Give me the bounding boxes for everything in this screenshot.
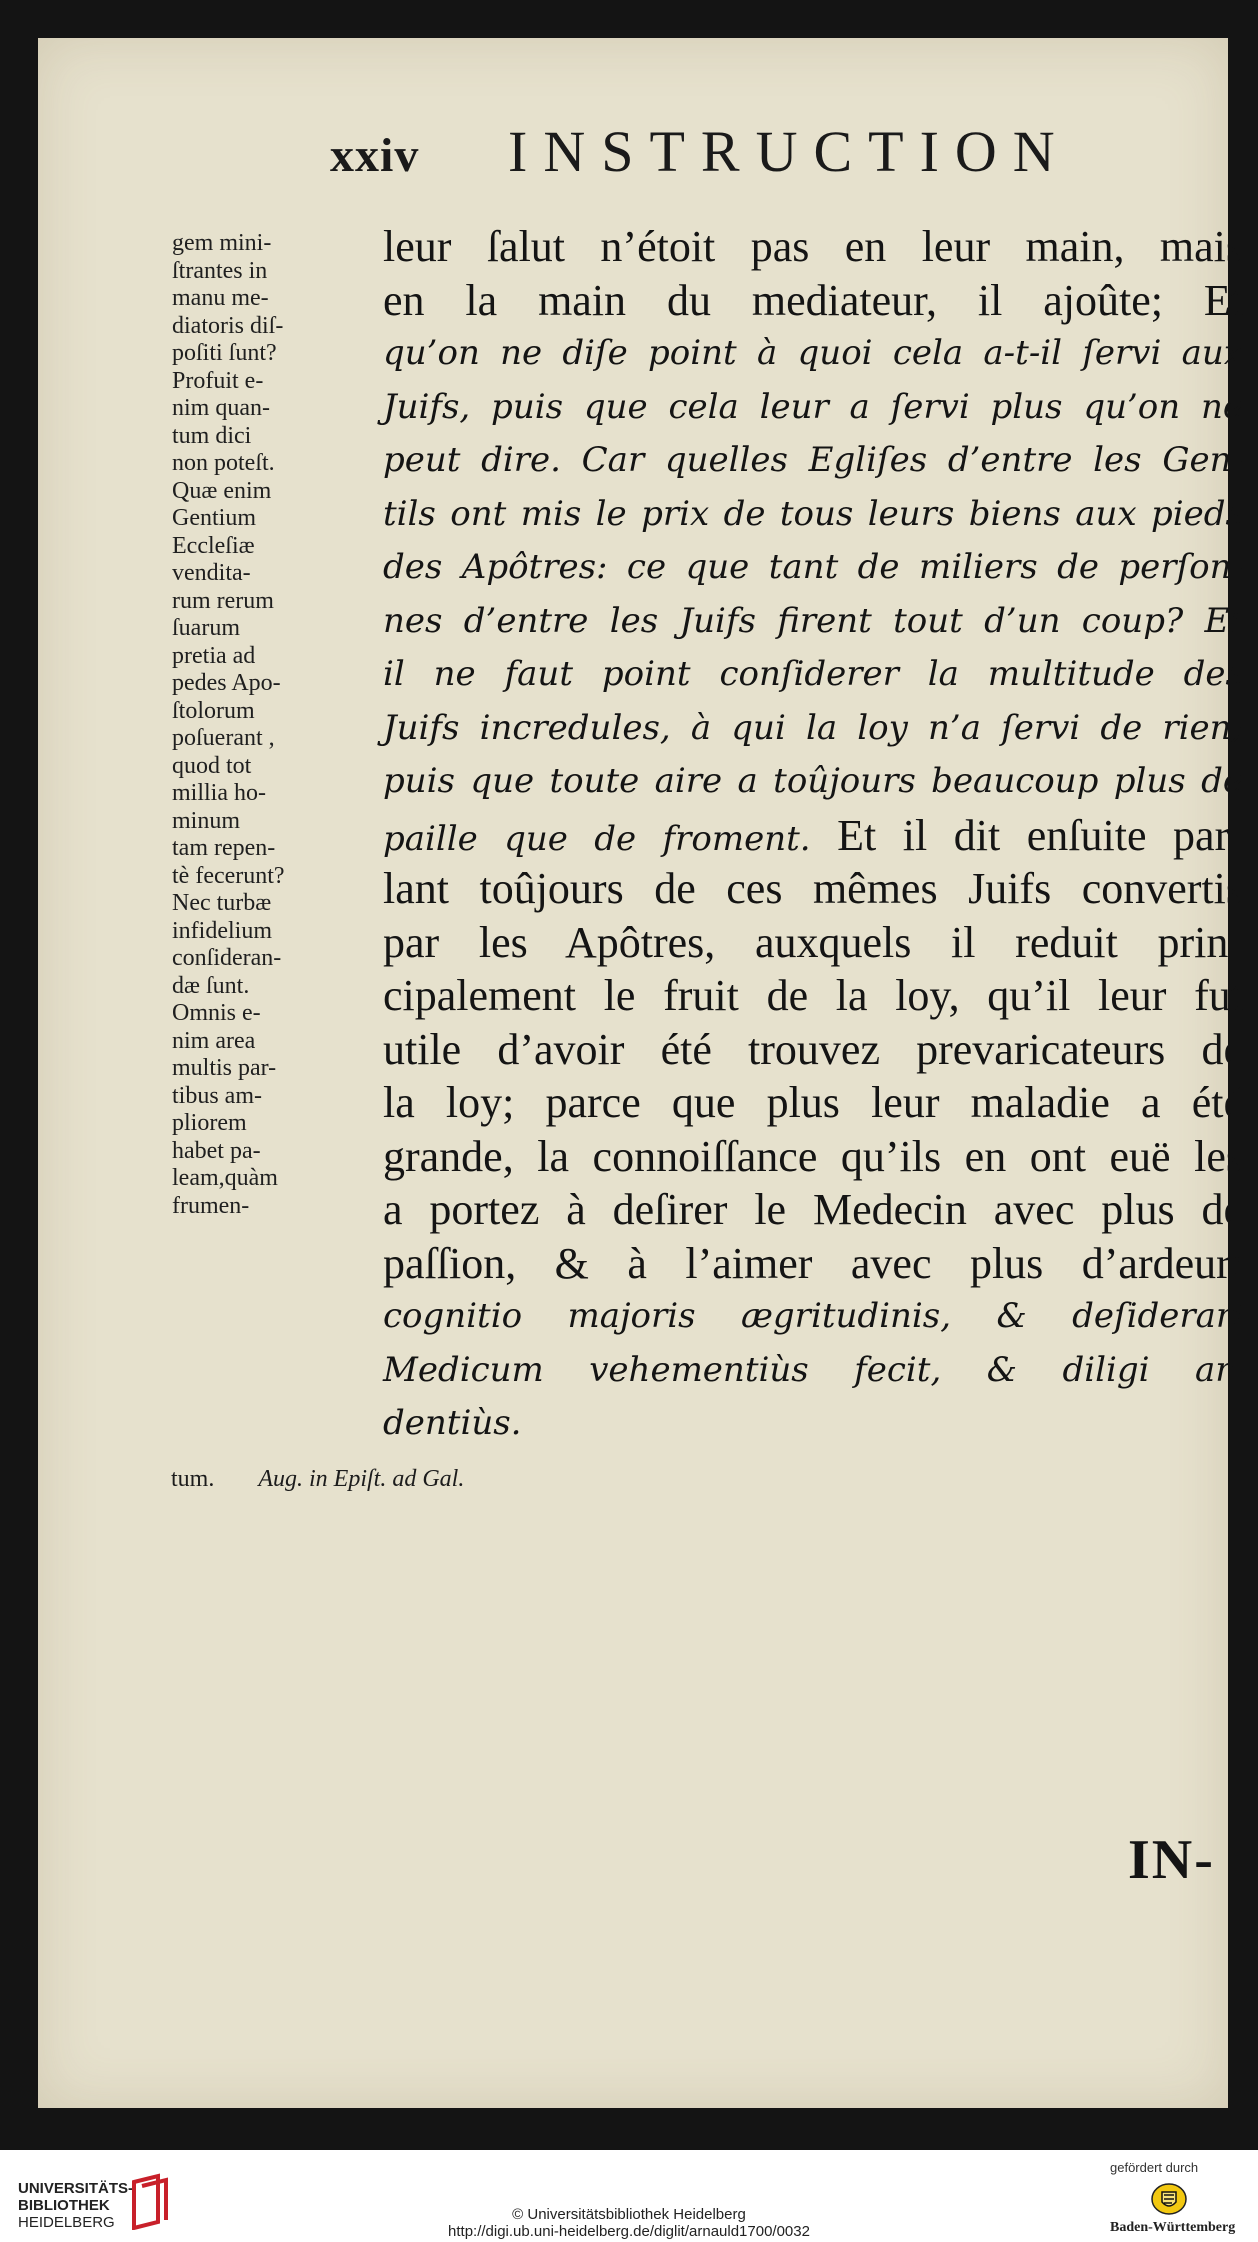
margin-note-line: tum dici xyxy=(172,422,252,449)
text-line: lant toûjours de ces mêmes Juifs convertis xyxy=(383,864,1243,913)
margin-note-line: ſtrantes in xyxy=(172,257,268,284)
institution-line: UNIVERSITÄTS- xyxy=(18,2180,134,2197)
margin-note-line: Nec turbæ xyxy=(172,890,272,916)
marginal-note xyxy=(172,230,377,1220)
margin-note-line: tibus am- xyxy=(172,1082,262,1109)
institution-line: HEIDELBERG xyxy=(18,2214,115,2231)
margin-note-line: non poteſt. xyxy=(172,450,275,476)
margin-note-line: diatoris diſ- xyxy=(172,312,284,339)
text-line: dentiùs. xyxy=(383,1403,522,1443)
running-title: INSTRUCTION xyxy=(508,119,1071,184)
text-line: grande, la connoiſſance qu’ils en ont euë les xyxy=(383,1131,1243,1181)
margin-note-line: pliorem xyxy=(172,1110,247,1136)
margin-note-line: quod tot xyxy=(172,752,252,779)
margin-note-line: manu me- xyxy=(172,285,269,311)
margin-note-line: tam repen- xyxy=(172,835,276,861)
text-line-italic-part: paille que de froment. xyxy=(383,818,811,859)
text-line: des Apôtres: ce que tant de miliers de perſon- xyxy=(383,547,1243,587)
margin-note-line: millia ho- xyxy=(172,780,266,806)
book-page xyxy=(38,38,1244,2108)
margin-note-line: frumen- xyxy=(172,1192,250,1219)
text-line: Medicum vehementiùs fecit, & diligi ar- xyxy=(383,1349,1243,1390)
margin-note-line: ſtolorum xyxy=(172,697,255,724)
text-line xyxy=(383,809,1243,863)
main-text xyxy=(383,220,1243,1451)
margin-note-line: habet pa- xyxy=(172,1137,261,1164)
margin-note-line: ſuarum xyxy=(172,615,240,641)
coat-of-arms-icon[interactable] xyxy=(1150,2180,1188,2218)
margin-note-line: infidelium xyxy=(172,917,272,944)
margin-note-line: vendita- xyxy=(172,560,251,586)
margin-note-line: Gentium xyxy=(172,505,256,531)
permalink[interactable]: http://digi.ub.uni-heidelberg.de/diglit/arnauld1700/0032 xyxy=(448,2223,810,2240)
text-line: puis que toute aire a toûjours beaucoup plus de xyxy=(383,761,1243,801)
margin-note-line: Quæ enim xyxy=(172,477,272,504)
text-line: cipalement le fruit de la loy, qu’il leur fut xyxy=(383,971,1243,1020)
text-line: par les Apôtres, auxquels il reduit prin- xyxy=(383,917,1243,967)
text-line: qu’on ne diſe point à quoi cela a-t-il ſervi aux xyxy=(383,333,1243,373)
text-line: cognitio majoris ægritudinis, & deſiderari xyxy=(383,1296,1243,1336)
text-line: il ne faut point conſiderer la multitude des xyxy=(383,654,1243,694)
text-line: nes d’entre les Juifs firent tout d’un coup? Et xyxy=(383,600,1243,641)
margin-note-line: gem mini- xyxy=(172,230,272,256)
text-line: en la main du mediateur, il ajoûte; Et xyxy=(383,275,1243,325)
text-line: Juifs incredules, à qui la loy n’a ſervi de rien; xyxy=(383,707,1243,748)
margin-note-line: multis par- xyxy=(172,1055,277,1081)
margin-note-line: pedes Apo- xyxy=(172,670,281,696)
text-line-roman-part: Et il dit enſuite par- xyxy=(837,810,1244,860)
sponsor-label: gefördert durch xyxy=(1110,2160,1199,2175)
text-line: leur ſalut n’étoit pas en leur main, mais xyxy=(383,222,1243,271)
viewer-footer xyxy=(0,2150,1258,2242)
copyright-text: © Universitätsbibliothek Heidelberg xyxy=(512,2206,746,2223)
margin-note-line: minum xyxy=(172,807,241,834)
margin-note-line: Profuit e- xyxy=(172,367,264,394)
margin-note-line: nim quan- xyxy=(172,395,270,421)
citation-reference: Aug. in Epiſt. ad Gal. xyxy=(258,1466,465,1492)
margin-note-line: leam,quàm xyxy=(172,1165,278,1191)
catchword: IN- xyxy=(1128,1829,1215,1891)
margin-note-line: pretia ad xyxy=(172,642,256,669)
folio-number: xxiv xyxy=(330,129,420,182)
margin-note-line: Omnis e- xyxy=(172,1000,261,1026)
margin-note-line: rum rerum xyxy=(172,587,274,614)
text-line: tils ont mis le prix de tous leurs biens aux pieds xyxy=(383,493,1243,534)
text-line: Juifs, puis que cela leur a ſervi plus qu’on ne xyxy=(383,386,1243,427)
margin-note-line: conſideran- xyxy=(172,945,282,971)
margin-note-line: tè fecerunt? xyxy=(172,862,285,889)
copyright-block xyxy=(0,2206,1258,2240)
margin-note-line: Eccleſiæ xyxy=(172,532,255,559)
margin-note-end: tum. xyxy=(171,1466,215,1492)
institution-line: BIBLIOTHEK xyxy=(18,2197,110,2214)
text-line: a portez à deſirer le Medecin avec plus de xyxy=(383,1185,1243,1234)
text-line: la loy; parce que plus leur maladie a été xyxy=(383,1078,1243,1127)
text-line: paſſion, & à l’aimer avec plus d’ardeur: xyxy=(383,1238,1243,1288)
text-line: peut dire. Car quelles Egliſes d’entre les Gen- xyxy=(383,440,1243,480)
margin-note-line: dæ ſunt. xyxy=(172,972,250,999)
citation xyxy=(171,1466,464,1493)
margin-note-line: poſiti ſunt? xyxy=(172,340,277,366)
margin-note-line: poſuerant , xyxy=(172,725,275,751)
margin-note-line: nim area xyxy=(172,1027,256,1054)
text-line: utile d’avoir été trouvez prevaricateurs de xyxy=(383,1024,1243,1074)
sponsor-name: Baden-Württemberg xyxy=(1110,2220,1236,2235)
page-header xyxy=(38,118,1228,198)
